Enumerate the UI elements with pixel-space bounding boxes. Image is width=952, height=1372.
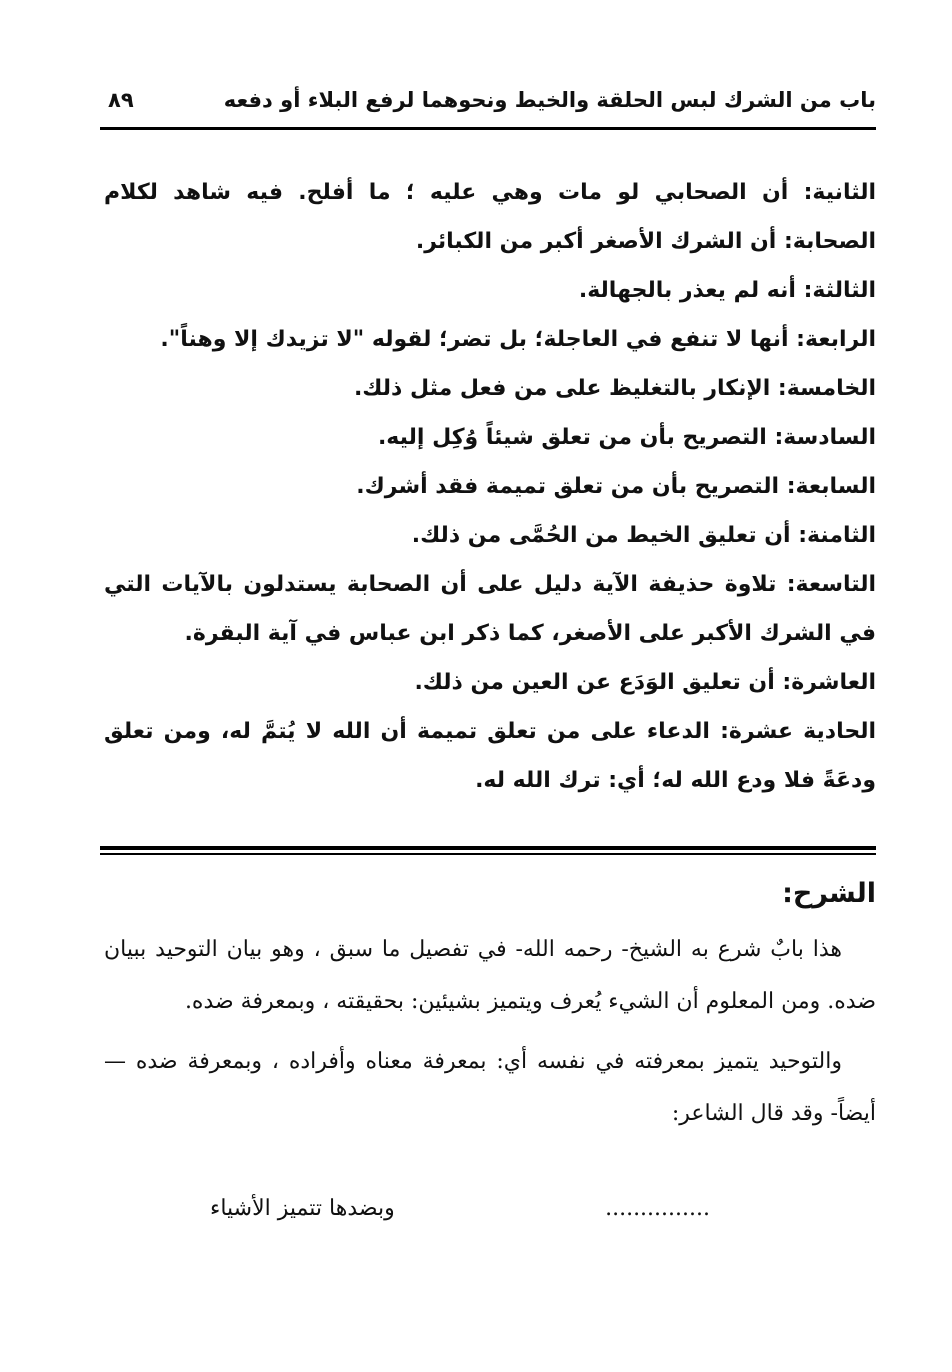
issue-third: الثالثة: أنه لم يعذر بالجهالة. bbox=[578, 278, 876, 303]
running-header bbox=[100, 84, 876, 124]
verse-second-hemistich: وبضدها تتميز الأشياء bbox=[210, 1196, 395, 1221]
issue-seventh: السابعة: التصريح بأن من تعلق تميمة فقد أشرك. bbox=[356, 474, 876, 499]
commentary-paragraph: والتوحيد يتميز بمعرفته في نفسه أي: بمعرفة معناه وأفراده ، وبمعرفة ضده — أيضاً- وقد قال الشاعر: bbox=[104, 1049, 876, 1126]
issue-eighth: الثامنة: أن تعليق الخيط من الحُمَّى من ذلك. bbox=[411, 523, 876, 548]
commentary-body bbox=[104, 924, 876, 1148]
commentary-heading: الشرح: bbox=[782, 878, 876, 909]
issue-second: الثانية: أن الصحابي لو مات وهي عليه ؛ ما أفلح. فيه شاهد لكلام الصحابة: أن الشرك الأصغر أكبر من الكبائر. bbox=[104, 180, 876, 254]
verse-first-hemistich: ............... bbox=[605, 1196, 710, 1221]
issue-ninth: التاسعة: تلاوة حذيفة الآية دليل على أن الصحابة يستدلون بالآيات التي في الشرك الأكبر على الأصغر، كما ذكر ابن عباس في آية البقرة. bbox=[104, 572, 876, 646]
section-divider-thin bbox=[100, 853, 876, 855]
poetry-verse bbox=[200, 1196, 800, 1236]
page-number: ٨٩ bbox=[108, 88, 134, 112]
issue-sixth: السادسة: التصريح بأن من تعلق شيئاً وُكِل إليه. bbox=[377, 425, 876, 450]
section-divider bbox=[100, 846, 876, 850]
commentary-paragraph: هذا بابٌ شرع به الشيخ- رحمه الله- في تفصيل ما سبق ، وهو بيان التوحيد ببيان ضده. ومن المعلوم أن الشيء يُعرف ويتميز بشيئين: بحقيقته ، وبمعرفة ضده. bbox=[104, 937, 876, 1014]
issue-eleventh: الحادية عشرة: الدعاء على من تعلق تميمة أن الله لا يُتمَّ له، ومن تعلق ودعَةً فلا ودع الله له؛ أي: ترك الله له. bbox=[104, 719, 876, 793]
issue-tenth: العاشرة: أن تعليق الوَدَع عن العين من ذلك. bbox=[414, 670, 876, 695]
chapter-title: باب من الشرك لبس الحلقة والخيط ونحوهما لرفع البلاء أو دفعه bbox=[223, 88, 876, 112]
header-rule bbox=[100, 127, 876, 130]
issue-fifth: الخامسة: الإنكار بالتغليظ على من فعل مثل ذلك. bbox=[353, 376, 876, 401]
issue-fourth: الرابعة: أنها لا تنفع في العاجلة؛ بل تضر؛ لقوله "لا تزيدك إلا وهناً". bbox=[160, 327, 876, 352]
issues-list bbox=[104, 168, 876, 805]
